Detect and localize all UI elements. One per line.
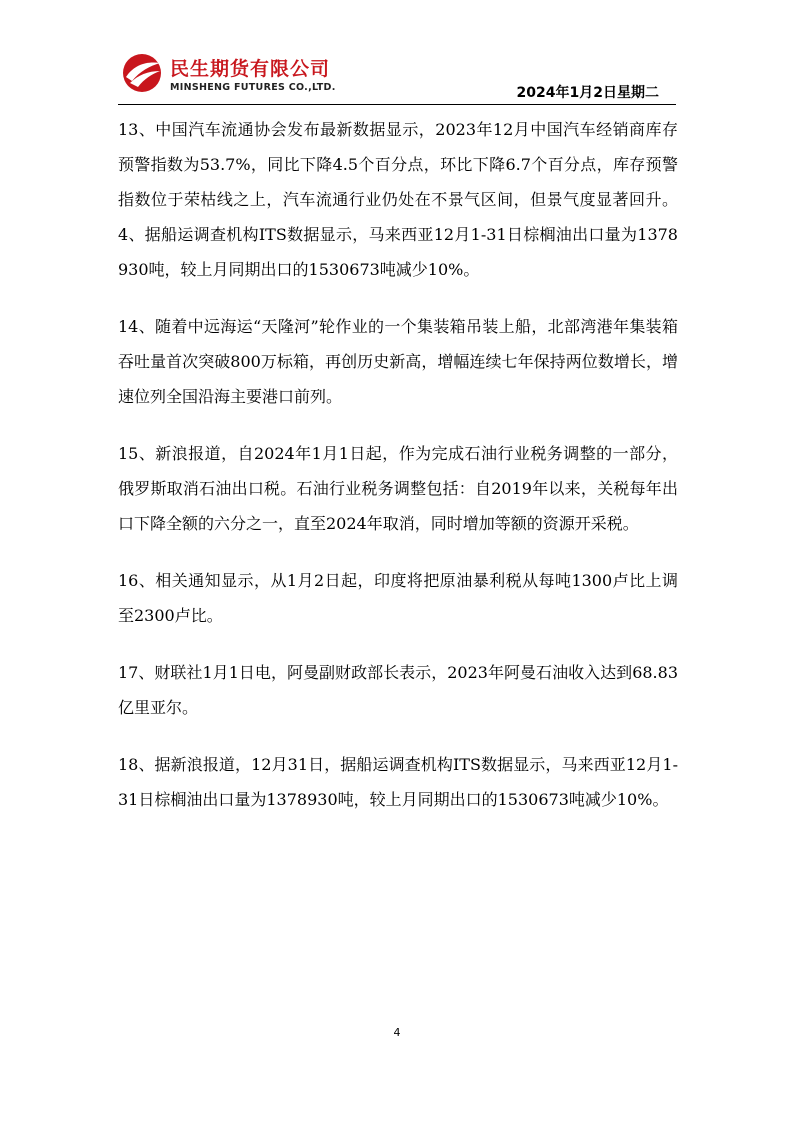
news-item-13: 13、中国汽车流通协会发布最新数据显示，2023年12月中国汽车经销商库存预警指数为53.7%，同比下降4.5个百分点，环比下降6.7个百分点，库存预警指数位于荣枯线之上，汽车流通行业仍处在不景气区间，但景气度显著回升。4、据船运调查机构ITS数据显示，马来西亚12月1-31日棕榈油出口量为1378930吨，较上月同期出口的1530673吨减少10%。 bbox=[118, 120, 678, 279]
company-name-cn: 民生期货有限公司 bbox=[170, 58, 331, 80]
header-divider bbox=[118, 104, 676, 105]
minsheng-logo-icon bbox=[120, 53, 164, 93]
news-item-15: 15、新浪报道，自2024年1月1日起，作为完成石油行业税务调整的一部分，俄罗斯取消石油出口税。石油行业税务调整包括：自2019年以来，关税每年出口下降全额的六分之一，直至2024年取消，同时增加等额的资源开采税。 bbox=[118, 444, 678, 533]
company-name-en: MINSHENG FUTURES CO.,LTD. bbox=[170, 82, 336, 93]
company-logo bbox=[120, 50, 360, 102]
news-item-16: 16、相关通知显示，从1月2日起，印度将把原油暴利税从每吨1300卢比上调至2300卢比。 bbox=[118, 571, 678, 625]
news-item-17: 17、财联社1月1日电，阿曼副财政部长表示，2023年阿曼石油收入达到68.83亿里亚尔。 bbox=[118, 663, 678, 717]
page-header bbox=[0, 0, 794, 110]
news-content bbox=[118, 112, 678, 839]
news-item-14: 14、随着中远海运“天隆河”轮作业的一个集装箱吊装上船，北部湾港年集装箱吞吐量首次突破800万标箱，再创历史新高，增幅连续七年保持两位数增长，增速位列全国沿海主要港口前列。 bbox=[118, 317, 678, 406]
page-number: 4 bbox=[393, 1026, 401, 1039]
news-item-18: 18、据新浪报道，12月31日，据船运调查机构ITS数据显示，马来西亚12月1-31日棕榈油出口量为1378930吨，较上月同期出口的1530673吨减少10%。 bbox=[118, 755, 678, 809]
report-date: 2024年1月2日星期二 bbox=[516, 85, 659, 101]
